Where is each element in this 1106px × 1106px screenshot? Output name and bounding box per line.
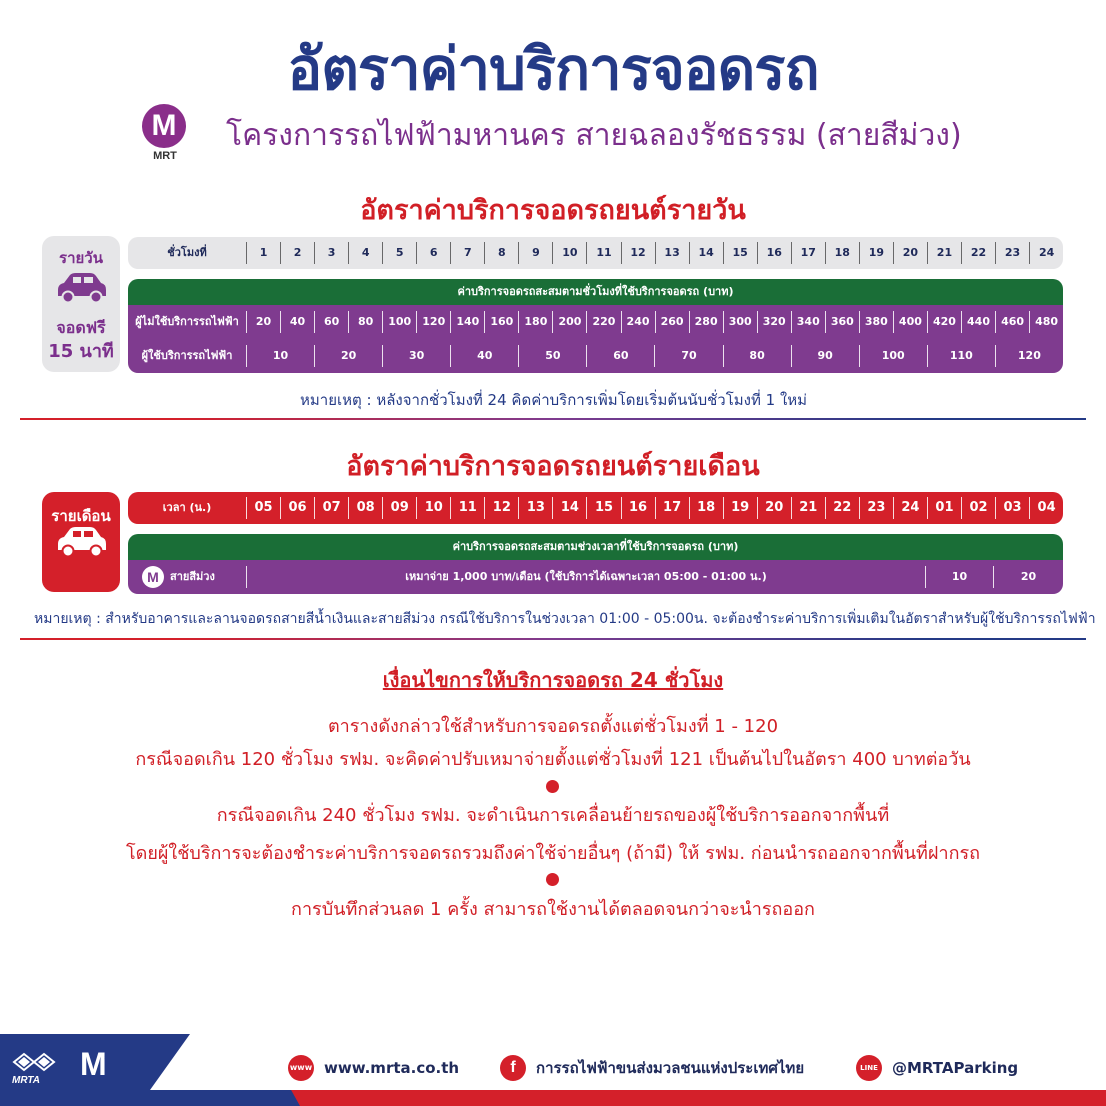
rate-cell: 200: [552, 311, 586, 333]
rate-cell: 90: [791, 345, 859, 367]
rate-cell: 260: [655, 311, 689, 333]
hours-header-label: ชั่วโมงที่: [167, 246, 207, 259]
rate-cell: 340: [791, 311, 825, 333]
rate-cell: 80: [348, 311, 382, 333]
rate-cell: 220: [586, 311, 620, 333]
rate-cell: 40: [280, 311, 314, 333]
rate-cell: 60: [586, 345, 654, 367]
m-logo: M: [80, 1046, 107, 1082]
time-cell: 02: [961, 497, 995, 519]
time-cell: 06: [280, 497, 314, 519]
hour-cell: 3: [314, 242, 348, 264]
line-icon: LINE: [856, 1055, 882, 1081]
hour-cell: 15: [723, 242, 757, 264]
daily-section-label: ค่าบริการจอดรถสะสมตามชั่วโมงที่ใช้บริการจอดรถ (บาท): [128, 279, 1063, 305]
globe-icon: www: [288, 1055, 314, 1081]
section-divider: [20, 638, 1086, 640]
rate-cell: 100: [382, 311, 416, 333]
hour-cell: 1: [246, 242, 280, 264]
time-cell: 01: [927, 497, 961, 519]
line-link[interactable]: [856, 1054, 1018, 1082]
time-cell: 04: [1029, 497, 1063, 519]
daily-badge-label: รายวัน: [59, 249, 103, 267]
rate-cell: 140: [450, 311, 484, 333]
rate-cell: 30: [382, 345, 450, 367]
rate-cell: 440: [961, 311, 995, 333]
monthly-section-title: อัตราค่าบริการจอดรถยนต์รายเดือน: [346, 451, 760, 482]
hour-cell: 22: [961, 242, 995, 264]
bullet-dot: [546, 780, 559, 793]
rate-cell: 100: [859, 345, 927, 367]
mrt-logo: M MRT: [142, 104, 188, 168]
non-user-label: ผู้ไม่ใช้บริการรถไฟฟ้า: [135, 315, 239, 328]
hour-cell: 17: [791, 242, 825, 264]
hour-cell: 2: [280, 242, 314, 264]
time-cell: 24: [893, 497, 927, 519]
rate-cell: 80: [723, 345, 791, 367]
mrta-logo: [10, 1050, 64, 1086]
monthly-note: หมายเหตุ : สำหรับอาคารและลานจอดรถสายสีน้ำเงินและสายสีม่วง กรณีใช้บริการในช่วงเวลา 01:00 - 05:00น. จะต้องชำระค่าบริการเพิ่มเติมในอัตราสำหรับผู้ใช้บริการรถไฟฟ้า: [34, 611, 1096, 627]
rate-cell: 70: [654, 345, 722, 367]
hour-cell: 20: [893, 242, 927, 264]
rate-cell: 50: [518, 345, 586, 367]
time-cell: 15: [586, 497, 620, 519]
time-cell: 03: [995, 497, 1029, 519]
rate-cell: 320: [757, 311, 791, 333]
hour-cell: 9: [518, 242, 552, 264]
time-cell: 14: [552, 497, 586, 519]
page-title: อัตราค่าบริการจอดรถ: [287, 35, 819, 103]
hour-cell: 11: [586, 242, 620, 264]
monthly-times-header-row: [128, 492, 1063, 524]
time-cell: 23: [859, 497, 893, 519]
extra-rate-cell: 10: [926, 566, 994, 588]
page-subtitle: โครงการรถไฟฟ้ามหานคร สายฉลองรัชธรรม (สายสีม่วง): [226, 118, 962, 153]
daily-hours-header-row: [128, 237, 1063, 269]
hour-cell: 7: [450, 242, 484, 264]
hour-cell: 8: [484, 242, 518, 264]
time-cell: 13: [518, 497, 552, 519]
condition-line: ตารางดังกล่าวใช้สำหรับการจอดรถตั้งแต่ชั่วโมงที่ 1 - 120: [327, 716, 779, 737]
hour-cell: 14: [689, 242, 723, 264]
time-cell: 09: [382, 497, 416, 519]
rate-cell: 110: [927, 345, 995, 367]
monthly-badge-label: รายเดือน: [51, 507, 111, 525]
rate-cell: 420: [927, 311, 961, 333]
hour-cell: 12: [621, 242, 655, 264]
rate-cell: 240: [621, 311, 655, 333]
hour-cell: 24: [1029, 242, 1063, 264]
non-user-rates-row: [128, 305, 1063, 339]
rate-cell: 20: [246, 311, 280, 333]
time-cell: 22: [825, 497, 859, 519]
time-cell: 19: [723, 497, 757, 519]
section-divider: [20, 418, 1086, 420]
line-text: @MRTAParking: [892, 1059, 1019, 1077]
facebook-icon: f: [500, 1055, 526, 1081]
condition-line: กรณีจอดเกิน 240 ชั่วโมง รฟม. จะดำเนินการเคลื่อนย้ายรถของผู้ใช้บริการออกจากพื้นที่: [216, 805, 890, 826]
flat-rate-text: เหมาจ่าย 1,000 บาท/เดือน (ใช้บริการได้เฉพาะเวลา 05:00 - 01:00 น.): [246, 566, 926, 588]
daily-note: หมายเหตุ : หลังจากชั่วโมงที่ 24 คิดค่าบริการเพิ่มโดยเริ่มต้นนับชั่วโมงที่ 1 ใหม่: [300, 391, 808, 409]
rate-cell: 360: [825, 311, 859, 333]
rate-cell: 60: [314, 311, 348, 333]
time-cell: 08: [348, 497, 382, 519]
rate-cell: 180: [518, 311, 552, 333]
hour-cell: 19: [859, 242, 893, 264]
website-text: www.mrta.co.th: [324, 1059, 460, 1077]
mrt-line-logo: M: [142, 566, 164, 588]
rate-cell: 300: [723, 311, 757, 333]
svg-text:MRTA: MRTA: [12, 1075, 40, 1086]
rate-cell: 120: [995, 345, 1063, 367]
monthly-section-label: ค่าบริการจอดรถสะสมตามช่วงเวลาที่ใช้บริการจอดรถ (บาท): [128, 534, 1063, 560]
rate-cell: 20: [314, 345, 382, 367]
condition-line: กรณีจอดเกิน 120 ชั่วโมง รฟม. จะคิดค่าปรับเหมาจ่ายตั้งแต่ชั่วโมงที่ 121 เป็นต้นไปในอัตรา 400 บาทต่อวัน: [135, 749, 971, 770]
extra-rate-cell: 20: [1020, 570, 1037, 583]
car-icon: [54, 524, 108, 560]
rate-cell: 160: [484, 311, 518, 333]
hour-cell: 13: [655, 242, 689, 264]
facebook-link[interactable]: [500, 1054, 804, 1082]
time-cell: 20: [757, 497, 791, 519]
hour-cell: 5: [382, 242, 416, 264]
condition-line: การบันทึกส่วนลด 1 ครั้ง สามารถใช้งานได้ตลอดจนกว่าจะนำรถออก: [291, 899, 815, 920]
time-cell: 12: [484, 497, 518, 519]
rate-cell: 480: [1029, 311, 1063, 333]
free-parking-label: จอดฟรี: [56, 318, 106, 337]
user-rates-row: [128, 339, 1063, 373]
time-cell: 05: [246, 497, 280, 519]
user-label: ผู้ใช้บริการรถไฟฟ้า: [141, 349, 233, 362]
rate-cell: 460: [995, 311, 1029, 333]
facebook-text: การรถไฟฟ้าขนส่งมวลชนแห่งประเทศไทย: [536, 1059, 805, 1077]
hour-cell: 10: [552, 242, 586, 264]
hour-cell: 21: [927, 242, 961, 264]
free-parking-duration: 15 นาที: [48, 341, 114, 362]
hour-cell: 23: [995, 242, 1029, 264]
time-cell: 18: [689, 497, 723, 519]
time-cell: 21: [791, 497, 825, 519]
time-cell: 16: [621, 497, 655, 519]
times-header-label: เวลา (น.): [162, 501, 212, 514]
bullet-dot: [546, 873, 559, 886]
hour-cell: 18: [825, 242, 859, 264]
rate-cell: 400: [893, 311, 927, 333]
conditions-title: เงื่อนไขการให้บริการจอดรถ 24 ชั่วโมง: [382, 668, 724, 692]
car-icon: [54, 270, 108, 306]
rate-cell: 40: [450, 345, 518, 367]
time-cell: 11: [450, 497, 484, 519]
time-cell: 17: [655, 497, 689, 519]
hour-cell: 16: [757, 242, 791, 264]
hour-cell: 4: [348, 242, 382, 264]
purple-line-rates-row: [128, 560, 1063, 594]
rate-cell: 280: [689, 311, 723, 333]
rate-cell: 10: [246, 345, 314, 367]
time-cell: 10: [416, 497, 450, 519]
website-link[interactable]: [288, 1054, 459, 1082]
hour-cell: 6: [416, 242, 450, 264]
purple-line-label: สายสีม่วง: [170, 570, 215, 583]
rate-cell: 120: [416, 311, 450, 333]
time-cell: 07: [314, 497, 348, 519]
rate-cell: 380: [859, 311, 893, 333]
condition-line: โดยผู้ใช้บริการจะต้องชำระค่าบริการจอดรถรวมถึงค่าใช้จ่ายอื่นๆ (ถ้ามี) ให้ รฟม. ก่อนนำรถออกจากพื้นที่ฝากรถ: [125, 843, 981, 864]
daily-section-title: อัตราค่าบริการจอดรถยนต์รายวัน: [360, 195, 746, 226]
